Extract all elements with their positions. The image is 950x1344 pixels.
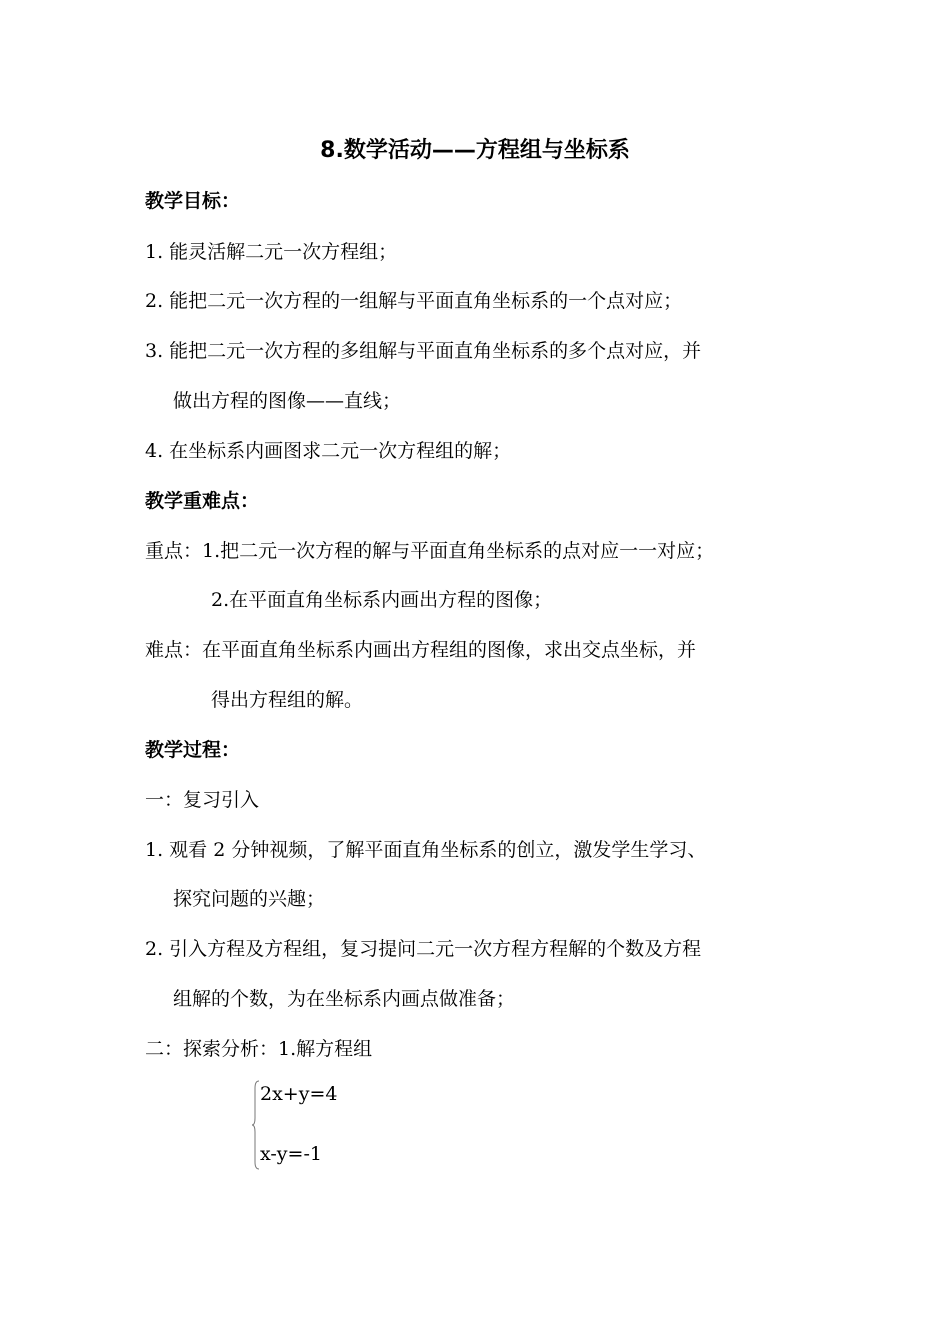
process-item-1-cont: 探究问题的兴趣； <box>173 888 326 910</box>
objective-3-cont: 做出方程的图像——直线； <box>173 390 402 412</box>
equation-brace <box>252 1080 260 1170</box>
key-point-1: 重点：1.把二元一次方程的解与平面直角坐标系的点对应一一对应； <box>145 540 715 562</box>
equation-2: x-y=-1 <box>260 1143 322 1165</box>
objective-4: 4. 在坐标系内画图求二元一次方程组的解； <box>145 440 512 462</box>
objective-3: 3. 能把二元一次方程的多组解与平面直角坐标系的多个点对应，并 <box>145 340 702 362</box>
process-item-2-cont: 组解的个数，为在坐标系内画点做准备； <box>173 988 516 1010</box>
page-title: 8.数学活动——方程组与坐标系 <box>320 138 630 163</box>
objective-2: 2. 能把二元一次方程的一组解与平面直角坐标系的一个点对应； <box>145 290 683 312</box>
process-item-2: 2. 引入方程及方程组，复习提问二元一次方程方程解的个数及方程 <box>145 938 702 960</box>
process-item-1: 1. 观看 2 分钟视频，了解平面直角坐标系的创立，激发学生学习、 <box>145 839 707 861</box>
difficulty-cont: 得出方程组的解。 <box>211 689 364 711</box>
process-part-2: 二：探索分析：1.解方程组 <box>145 1038 373 1060</box>
equation-1: 2x+y=4 <box>260 1083 338 1105</box>
process-part-1: 一：复习引入 <box>145 789 260 811</box>
key-point-2: 2.在平面直角坐标系内画出方程的图像； <box>211 589 553 611</box>
objective-1: 1. 能灵活解二元一次方程组； <box>145 241 398 263</box>
key-heading: 教学重难点： <box>145 490 260 512</box>
objectives-heading: 教学目标： <box>145 190 241 212</box>
process-heading: 教学过程： <box>145 739 241 761</box>
difficulty: 难点：在平面直角坐标系内画出方程组的图像，求出交点坐标，并 <box>145 639 697 661</box>
